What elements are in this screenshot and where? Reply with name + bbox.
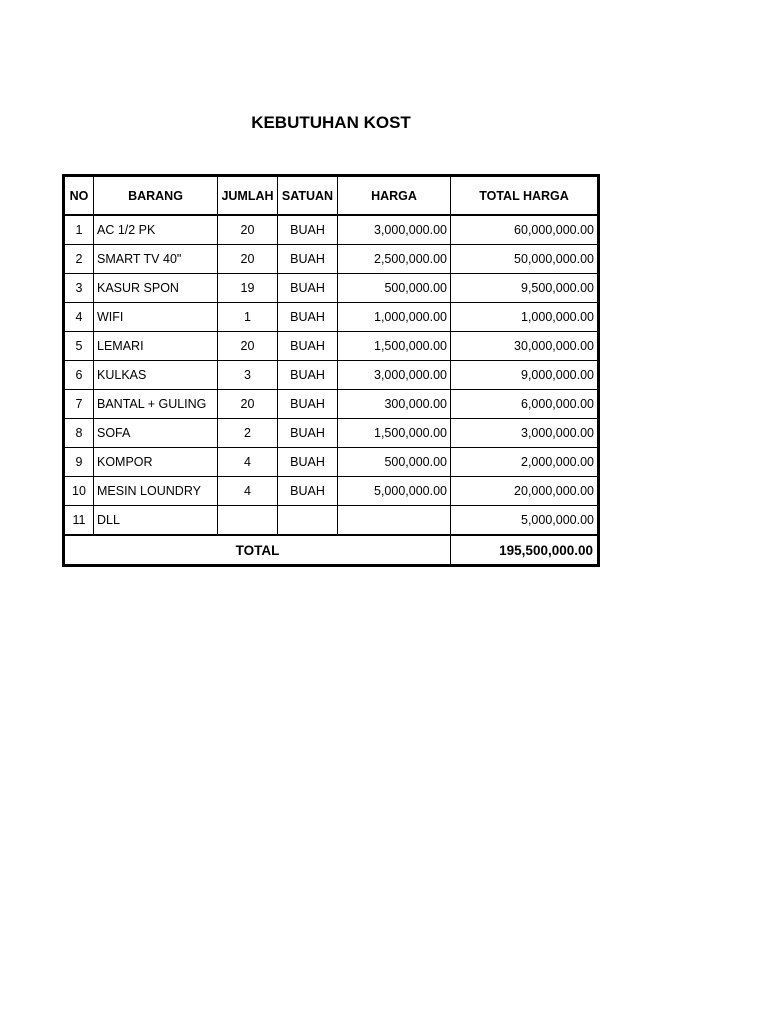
header-total-harga: TOTAL HARGA	[451, 176, 599, 216]
cell-satuan: BUAH	[278, 448, 338, 477]
cell-satuan: BUAH	[278, 361, 338, 390]
kebutuhan-table	[62, 174, 600, 567]
table-header-row	[64, 176, 599, 216]
cell-jumlah: 19	[218, 274, 278, 303]
cell-barang: WIFI	[94, 303, 218, 332]
cell-barang: AC 1/2 PK	[94, 215, 218, 245]
header-jumlah: JUMLAH	[218, 176, 278, 216]
cell-total-harga: 60,000,000.00	[451, 215, 599, 245]
cell-satuan: BUAH	[278, 274, 338, 303]
cell-total-harga: 9,000,000.00	[451, 361, 599, 390]
cell-satuan: BUAH	[278, 245, 338, 274]
cell-jumlah: 20	[218, 390, 278, 419]
cell-no: 4	[64, 303, 94, 332]
cell-no: 6	[64, 361, 94, 390]
cell-total-harga: 6,000,000.00	[451, 390, 599, 419]
cell-jumlah: 4	[218, 448, 278, 477]
cell-satuan: BUAH	[278, 215, 338, 245]
cell-no: 2	[64, 245, 94, 274]
cell-barang: LEMARI	[94, 332, 218, 361]
table-row	[64, 361, 599, 390]
cell-harga: 1,500,000.00	[338, 419, 451, 448]
document-title: KEBUTUHAN KOST	[251, 113, 411, 132]
cell-satuan: BUAH	[278, 477, 338, 506]
cell-no: 9	[64, 448, 94, 477]
total-value: 195,500,000.00	[451, 535, 599, 566]
cell-barang: KULKAS	[94, 361, 218, 390]
cell-no: 11	[64, 506, 94, 536]
cell-satuan	[278, 506, 338, 536]
cell-total-harga: 1,000,000.00	[451, 303, 599, 332]
header-no: NO	[64, 176, 94, 216]
cell-total-harga: 3,000,000.00	[451, 419, 599, 448]
table-row	[64, 390, 599, 419]
table-row	[64, 477, 599, 506]
cell-satuan: BUAH	[278, 303, 338, 332]
cell-harga: 2,500,000.00	[338, 245, 451, 274]
cell-harga: 1,500,000.00	[338, 332, 451, 361]
cell-no: 8	[64, 419, 94, 448]
cell-total-harga: 50,000,000.00	[451, 245, 599, 274]
cell-barang: DLL	[94, 506, 218, 536]
table-row	[64, 274, 599, 303]
table-row	[64, 303, 599, 332]
cell-harga: 3,000,000.00	[338, 215, 451, 245]
cell-harga: 300,000.00	[338, 390, 451, 419]
cell-satuan: BUAH	[278, 419, 338, 448]
cell-jumlah: 20	[218, 332, 278, 361]
cell-jumlah: 2	[218, 419, 278, 448]
cell-satuan: BUAH	[278, 332, 338, 361]
cell-no: 5	[64, 332, 94, 361]
cell-jumlah: 20	[218, 245, 278, 274]
cell-harga: 3,000,000.00	[338, 361, 451, 390]
cell-jumlah: 1	[218, 303, 278, 332]
cell-barang: KASUR SPON	[94, 274, 218, 303]
cell-harga: 500,000.00	[338, 274, 451, 303]
header-satuan: SATUAN	[278, 176, 338, 216]
table-row	[64, 448, 599, 477]
cell-barang: BANTAL + GULING	[94, 390, 218, 419]
cell-total-harga: 9,500,000.00	[451, 274, 599, 303]
cell-harga	[338, 506, 451, 536]
cell-jumlah: 3	[218, 361, 278, 390]
cell-satuan: BUAH	[278, 390, 338, 419]
cell-no: 10	[64, 477, 94, 506]
total-row	[64, 535, 599, 566]
cell-barang: MESIN LOUNDRY	[94, 477, 218, 506]
cell-no: 3	[64, 274, 94, 303]
table-row	[64, 506, 599, 536]
cell-total-harga: 20,000,000.00	[451, 477, 599, 506]
cell-jumlah	[218, 506, 278, 536]
table-row	[64, 419, 599, 448]
cell-harga: 1,000,000.00	[338, 303, 451, 332]
cell-harga: 5,000,000.00	[338, 477, 451, 506]
total-label: TOTAL	[64, 535, 451, 566]
cell-barang: KOMPOR	[94, 448, 218, 477]
cell-no: 1	[64, 215, 94, 245]
cell-jumlah: 20	[218, 215, 278, 245]
cell-harga: 500,000.00	[338, 448, 451, 477]
header-harga: HARGA	[338, 176, 451, 216]
cell-barang: SOFA	[94, 419, 218, 448]
cell-total-harga: 5,000,000.00	[451, 506, 599, 536]
table-row	[64, 332, 599, 361]
cell-no: 7	[64, 390, 94, 419]
table-row	[64, 245, 599, 274]
cell-barang: SMART TV 40"	[94, 245, 218, 274]
cell-total-harga: 2,000,000.00	[451, 448, 599, 477]
table-row	[64, 215, 599, 245]
cell-total-harga: 30,000,000.00	[451, 332, 599, 361]
header-barang: BARANG	[94, 176, 218, 216]
cell-jumlah: 4	[218, 477, 278, 506]
